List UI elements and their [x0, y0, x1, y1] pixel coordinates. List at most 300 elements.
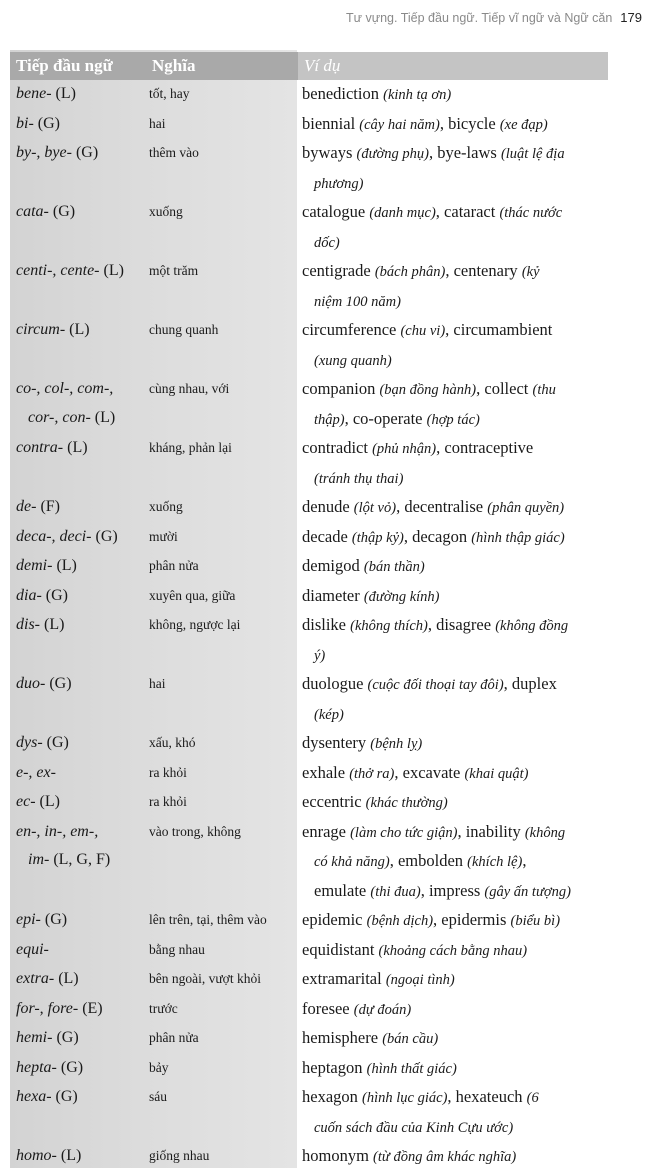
example-translation: (bệnh dịch) [366, 913, 434, 929]
example-cell [298, 1142, 608, 1172]
example-word: , decentralise [396, 497, 484, 516]
example-translation: (dự đoán) [353, 1001, 412, 1018]
prefix-cell [10, 375, 146, 434]
table-row [10, 493, 608, 523]
example-cell [298, 995, 608, 1025]
table-row [10, 611, 608, 670]
table-row [10, 198, 608, 257]
example-line [302, 995, 604, 1025]
example-word: , excavate [394, 762, 461, 782]
example-cell [298, 1024, 608, 1054]
example-word: benediction [302, 84, 379, 103]
example-translation: (thu [532, 382, 556, 398]
meaning-cell: xuống [149, 204, 183, 219]
example-word: , cataract [435, 202, 496, 221]
column-header-prefix: Tiếp đầu ngữ [10, 52, 146, 80]
example-word: , [522, 851, 527, 870]
prefix-cell [10, 788, 146, 818]
example-translation: thập) [314, 411, 345, 428]
example-line [302, 788, 604, 818]
example-line [302, 582, 604, 612]
meaning-cell: ra khỏi [149, 794, 187, 809]
example-line [302, 316, 604, 346]
example-line [302, 228, 604, 258]
table-row [10, 375, 608, 434]
meaning-cell: cùng nhau, với [149, 381, 230, 396]
example-cell [298, 670, 608, 729]
prefix-text: centi-, cente- [16, 262, 100, 279]
example-translation: (hợp tác) [426, 411, 480, 428]
example-translation: (cây hai năm) [359, 116, 440, 133]
example-word: homonym [302, 1146, 369, 1165]
example-word: dysentery [302, 733, 367, 752]
example-line [302, 110, 604, 140]
example-cell [298, 818, 608, 907]
prefix-cell [10, 316, 146, 375]
example-translation: (bách phân) [374, 264, 446, 280]
prefix-origin: (G) [44, 911, 68, 928]
running-header [346, 10, 642, 25]
example-word: catalogue [302, 202, 366, 221]
header-title: Tư vựng. Tiếp đầu ngữ. Tiếp vĩ ngữ và Ngữ căn [346, 11, 613, 25]
example-translation: (6 [526, 1090, 539, 1106]
example-word: hemisphere [302, 1028, 379, 1047]
prefix-text: im- [28, 851, 50, 868]
meaning-cell: trước [149, 1000, 178, 1016]
example-word: byways [302, 143, 353, 162]
example-translation: (thác nước [499, 205, 563, 221]
prefix-text: en-, in-, em-, [16, 822, 99, 840]
prefix-origin: (L) [94, 408, 116, 426]
prefix-text: extra- [16, 970, 55, 987]
example-translation: (đường kính) [363, 588, 440, 605]
example-cell [298, 965, 608, 995]
example-translation: (khai quật) [464, 765, 529, 782]
example-cell [298, 906, 608, 936]
example-line [302, 1113, 604, 1143]
example-word: contradict [302, 438, 368, 457]
prefix-text: contra- [16, 439, 64, 456]
prefix-origin: (G) [45, 586, 68, 604]
table-row [10, 995, 608, 1025]
example-translation: (luật lệ địa [500, 146, 565, 162]
example-cell [298, 110, 608, 140]
example-word: centigrade [302, 261, 371, 280]
prefix-cell [10, 139, 146, 198]
example-line [302, 1024, 604, 1054]
example-line [302, 1142, 604, 1172]
example-cell [298, 788, 608, 818]
prefix-text: deca-, deci- [16, 527, 92, 545]
example-line [302, 1054, 604, 1084]
prefix-text: cor-, con- [28, 408, 91, 426]
example-translation: (bạn đồng hành) [379, 382, 477, 398]
prefix-origin: (G) [55, 1088, 78, 1105]
prefix-origin: (E) [82, 999, 103, 1017]
prefix-text: for-, fore- [16, 999, 79, 1017]
example-word: hexagon [302, 1087, 358, 1106]
table-row [10, 1142, 608, 1172]
prefix-cell [10, 729, 146, 759]
example-line [302, 847, 604, 877]
prefix-origin: (L) [39, 793, 60, 810]
prefix-origin: (L) [56, 557, 77, 574]
example-line [302, 493, 604, 523]
example-translation: cuốn sách đầu của Kinh Cựu ước) [314, 1119, 514, 1136]
example-word: epidemic [302, 910, 363, 929]
example-cell [298, 759, 608, 789]
example-translation: niệm 100 năm) [314, 293, 401, 310]
prefix-text: co-, col-, com-, [16, 380, 114, 397]
prefix-cell [10, 1142, 146, 1172]
prefix-cell [10, 523, 146, 553]
prefix-cell [10, 1054, 146, 1084]
meaning-cell: xuống [149, 499, 183, 514]
example-word: companion [302, 379, 376, 398]
example-line [302, 287, 604, 317]
example-word: equidistant [302, 939, 375, 959]
prefix-table [10, 52, 608, 1172]
prefix-cell [10, 965, 146, 995]
example-translation: (xe đạp) [499, 116, 548, 133]
example-line [302, 405, 604, 435]
example-translation: (từ đồng âm khác nghĩa) [373, 1149, 517, 1165]
prefix-text: e-, ex- [16, 763, 56, 781]
example-line [302, 464, 604, 494]
example-word: diameter [302, 585, 360, 605]
example-cell [298, 257, 608, 316]
example-translation: có khả năng) [314, 854, 390, 870]
meaning-cell: bảy [149, 1059, 169, 1075]
table-row [10, 788, 608, 818]
prefix-cell [10, 198, 146, 257]
prefix-origin: (G) [52, 203, 76, 220]
meaning-cell: không, ngược lại [149, 617, 241, 632]
prefix-origin: (G) [95, 527, 118, 545]
prefix-text: cata- [16, 203, 49, 220]
example-cell [298, 316, 608, 375]
prefix-text: dia- [16, 586, 42, 604]
prefix-origin: (L) [55, 85, 76, 102]
meaning-cell: chung quanh [149, 322, 219, 337]
example-translation: (kép) [314, 706, 344, 723]
example-translation: (không thích) [350, 618, 428, 634]
prefix-cell [10, 906, 146, 936]
example-word: duologue [302, 674, 364, 693]
example-word: , collect [476, 379, 529, 398]
meaning-cell: mười [149, 528, 178, 544]
example-line [302, 169, 604, 199]
example-word: , disagree [427, 615, 492, 634]
prefix-text: equi- [16, 940, 49, 958]
prefix-cell [10, 257, 146, 316]
example-translation: (thi đua) [370, 883, 421, 900]
example-line [302, 729, 604, 759]
example-line [302, 670, 604, 700]
table-row [10, 434, 608, 493]
example-line [302, 80, 604, 110]
table-row [10, 1024, 608, 1054]
prefix-text: demi- [16, 557, 53, 574]
table-row [10, 582, 608, 612]
column-header-meaning: Nghĩa [146, 52, 298, 80]
example-translation: (xung quanh) [314, 352, 392, 369]
example-word: demigod [302, 556, 360, 575]
example-translation: (lột vỏ) [353, 500, 397, 516]
table-row [10, 759, 608, 789]
example-translation: (chu vi) [400, 323, 446, 339]
prefix-cell [10, 1024, 146, 1054]
prefix-text: by-, bye- [16, 144, 72, 161]
example-translation: (phân quyền) [487, 500, 565, 516]
prefix-cell [10, 995, 146, 1025]
example-line [302, 523, 604, 553]
example-word: , duplex [503, 674, 557, 693]
example-word: , epidermis [433, 910, 507, 929]
example-line [302, 1083, 604, 1113]
example-word: biennial [302, 113, 356, 133]
meaning-cell: tốt, hay [149, 86, 190, 101]
table-row [10, 818, 608, 907]
example-line [302, 818, 604, 848]
example-cell [298, 1054, 608, 1084]
page-number: 179 [620, 10, 642, 25]
example-translation: (phủ nhận) [372, 441, 437, 457]
example-translation: (hình lục giác) [362, 1090, 448, 1106]
example-word: , hexateuch [447, 1087, 523, 1106]
example-word: , bye-laws [428, 143, 497, 162]
example-word: , circumambient [445, 320, 553, 339]
example-cell [298, 1083, 608, 1142]
example-translation: (khoảng cách bằng nhau) [378, 942, 528, 959]
example-translation: (gây ấn tượng) [484, 883, 571, 900]
example-translation: (danh mục) [369, 205, 436, 221]
prefix-text: dis- [16, 616, 40, 633]
table-row [10, 936, 608, 966]
meaning-cell: thêm vào [149, 145, 199, 160]
prefix-origin: (G) [75, 144, 99, 161]
prefix-cell [10, 582, 146, 612]
example-translation: (khác thường) [365, 795, 448, 811]
example-translation: (bán cầu) [382, 1031, 439, 1047]
meaning-cell: vào trong, không [149, 823, 241, 839]
prefix-origin: (G) [60, 1058, 84, 1076]
example-cell [298, 139, 608, 198]
example-word: exhale [302, 762, 346, 782]
example-line [302, 375, 604, 405]
example-translation: (hình thất giác) [366, 1060, 457, 1077]
example-translation: (tránh thụ thai) [314, 470, 404, 487]
meaning-cell: một trăm [149, 263, 199, 278]
example-translation: (bán thần) [363, 559, 425, 575]
prefix-cell [10, 80, 146, 110]
example-line [302, 700, 604, 730]
example-cell [298, 198, 608, 257]
example-word: dislike [302, 615, 346, 634]
example-translation: phương) [314, 175, 364, 192]
meaning-cell: hai [149, 676, 166, 691]
prefix-text: hexa- [16, 1088, 52, 1105]
table-row [10, 139, 608, 198]
meaning-cell: giống nhau [149, 1148, 210, 1163]
example-word: foresee [302, 998, 350, 1018]
example-translation: (ngoại tình) [385, 972, 455, 988]
example-word: emulate [314, 880, 367, 900]
meaning-cell: ra khỏi [149, 764, 187, 780]
meaning-cell: hai [149, 115, 166, 131]
prefix-origin: (L) [58, 970, 79, 987]
example-line [302, 641, 604, 671]
meaning-cell: kháng, phản lại [149, 440, 232, 455]
prefix-origin: (G) [49, 675, 72, 692]
example-word: eccentric [302, 792, 362, 811]
example-word: , contraceptive [436, 438, 534, 457]
prefix-cell [10, 493, 146, 523]
example-translation: (thập kỷ) [351, 529, 404, 546]
example-cell [298, 552, 608, 582]
table-row [10, 110, 608, 140]
prefix-cell [10, 759, 146, 789]
example-word: , co-operate [344, 408, 423, 428]
meaning-cell: xấu, khó [149, 735, 196, 750]
prefix-origin: (L) [44, 616, 65, 633]
example-line [302, 877, 604, 907]
prefix-origin: (L) [103, 262, 124, 279]
example-translation: (hình thập giác) [471, 529, 565, 546]
prefix-origin: (L) [60, 1147, 82, 1164]
prefix-cell [10, 670, 146, 729]
table-row [10, 1083, 608, 1142]
example-word: , embolden [389, 851, 464, 870]
prefix-cell [10, 552, 146, 582]
example-word: decade [302, 526, 348, 546]
example-translation: (bệnh lỵ) [370, 736, 423, 752]
meaning-cell: lên trên, tại, thêm vào [149, 912, 267, 927]
example-cell [298, 729, 608, 759]
prefix-cell [10, 110, 146, 140]
prefix-text: homo- [16, 1147, 57, 1164]
prefix-cell [10, 1083, 146, 1142]
example-translation: (không đồng [495, 618, 569, 634]
meaning-cell: xuyên qua, giữa [149, 587, 236, 603]
prefix-text: hemi- [16, 1029, 53, 1046]
example-word: , bicycle [439, 113, 496, 133]
example-line [302, 759, 604, 789]
table-row [10, 552, 608, 582]
prefix-origin: (L) [69, 321, 90, 338]
table-row [10, 729, 608, 759]
table-row [10, 316, 608, 375]
example-translation: (kỷ [521, 264, 540, 280]
table-body [10, 80, 608, 1172]
example-translation: (khích lệ) [467, 854, 523, 870]
meaning-cell: phân nửa [149, 558, 199, 573]
example-translation: (không [524, 824, 566, 841]
table-row [10, 1054, 608, 1084]
prefix-origin: (F) [40, 498, 60, 515]
prefix-text: ec- [16, 793, 36, 810]
prefix-cell [10, 936, 146, 966]
example-translation: ý) [314, 647, 326, 664]
table-row [10, 906, 608, 936]
prefix-cell [10, 818, 146, 907]
table-row [10, 965, 608, 995]
example-translation: (biểu bì) [510, 913, 561, 929]
column-header-example: Ví dụ [298, 52, 608, 80]
example-cell [298, 523, 608, 553]
example-line [302, 198, 604, 228]
example-translation: (cuộc đối thoại tay đôi) [367, 677, 504, 693]
example-word: circumference [302, 320, 397, 339]
example-word: enrage [302, 821, 346, 841]
meaning-cell: sáu [149, 1089, 167, 1104]
prefix-text: circum- [16, 321, 66, 338]
example-line [302, 965, 604, 995]
example-word: , inability [457, 821, 521, 841]
example-cell [298, 493, 608, 523]
example-word: denude [302, 497, 350, 516]
prefix-origin: (G) [46, 734, 69, 751]
table-row [10, 80, 608, 110]
example-word: , impress [420, 880, 481, 900]
meaning-cell: bằng nhau [149, 941, 205, 957]
example-cell [298, 80, 608, 110]
prefix-text: bi- [16, 114, 34, 132]
meaning-cell: phân nửa [149, 1030, 199, 1045]
table-row [10, 670, 608, 729]
prefix-origin: (G) [56, 1029, 79, 1046]
example-word: , decagon [403, 526, 468, 546]
meaning-cell: bên ngoài, vượt khỏi [149, 971, 261, 986]
prefix-text: bene- [16, 85, 52, 102]
prefix-origin: (L) [67, 439, 88, 456]
example-line [302, 139, 604, 169]
table-row [10, 523, 608, 553]
prefix-cell [10, 611, 146, 670]
example-translation: (làm cho tức giận) [350, 824, 458, 841]
prefix-origin: (L, G, F) [53, 851, 111, 868]
example-translation: (đường phụ) [356, 146, 429, 162]
table-row [10, 257, 608, 316]
example-line [302, 611, 604, 641]
prefix-cell [10, 434, 146, 493]
example-line [302, 936, 604, 966]
example-translation: (thở ra) [349, 765, 395, 782]
prefix-origin: (G) [37, 114, 60, 132]
example-cell [298, 582, 608, 612]
example-translation: (kinh tạ ơn) [383, 87, 452, 103]
prefix-text: de- [16, 498, 37, 515]
example-line [302, 346, 604, 376]
example-line [302, 552, 604, 582]
prefix-text: dys- [16, 734, 43, 751]
example-cell [298, 375, 608, 434]
example-line [302, 906, 604, 936]
prefix-text: duo- [16, 675, 46, 692]
example-word: , centenary [445, 261, 518, 280]
example-line [302, 257, 604, 287]
example-translation: dốc) [314, 234, 340, 251]
prefix-text: epi- [16, 911, 41, 928]
example-line [302, 434, 604, 464]
prefix-text: hepta- [16, 1058, 57, 1076]
example-cell [298, 434, 608, 493]
example-cell [298, 936, 608, 966]
example-word: heptagon [302, 1057, 363, 1077]
table-header-row [10, 52, 608, 80]
example-cell [298, 611, 608, 670]
example-word: extramarital [302, 969, 382, 988]
